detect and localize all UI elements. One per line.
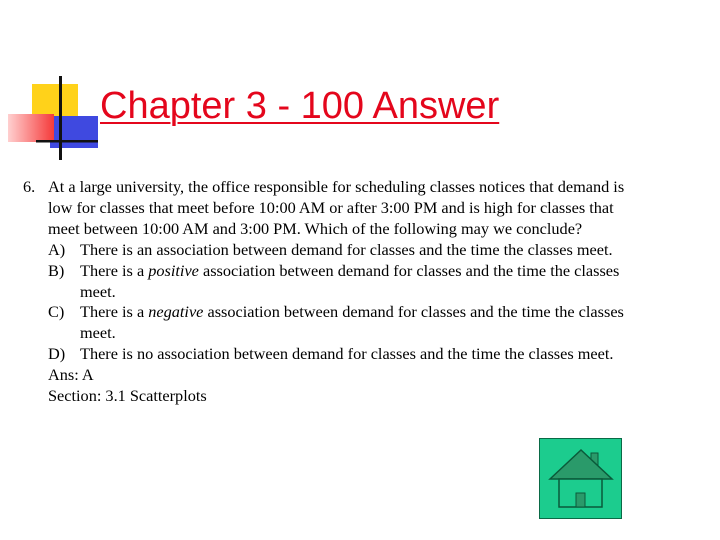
option-text-post: association between demand for classes and the time the classes [198,260,620,280]
page-title: Chapter 3 - 100 Answer [100,85,500,127]
option-text-cont: meet. [80,281,116,301]
slide-logo [8,76,98,166]
option-emphasis: negative [148,302,204,322]
option-text-pre: There is a [80,302,149,322]
section-line: Section: 3.1 Scatterplots [48,386,207,406]
logo-graphic [8,76,98,166]
answer-line: Ans: A [48,365,94,385]
option-text: There is no association between demand for classes and the time the classes meet. [80,344,614,364]
option-letter: B) [48,260,65,280]
stem-line: At a large university, the office responsible for scheduling classes notices that demand is [48,177,625,196]
option-d [23,344,703,365]
option-a [23,240,703,261]
stem-line: meet between 10:00 AM and 3:00 PM. Which of the following may we conclude? [48,218,583,238]
option-b [23,261,703,303]
question-number: 6. [23,177,36,196]
option-text-cont: meet. [80,323,116,343]
option-c [23,302,703,344]
home-button[interactable] [539,438,622,519]
option-text-post: association between demand for classes and the time the classes [203,302,624,322]
stem-line: low for classes that meet before 10:00 AM or after 3:00 PM and is high for classes that [48,197,614,217]
question-stem [23,177,703,240]
option-text: There is an association between demand for classes and the time the classes meet. [80,239,613,259]
option-emphasis: positive [148,260,199,280]
option-letter: D) [48,344,66,364]
option-text-pre: There is a [80,260,149,280]
home-icon [540,439,621,518]
question-block [23,177,703,407]
option-letter: C) [48,302,65,322]
option-letter: A) [48,239,66,259]
